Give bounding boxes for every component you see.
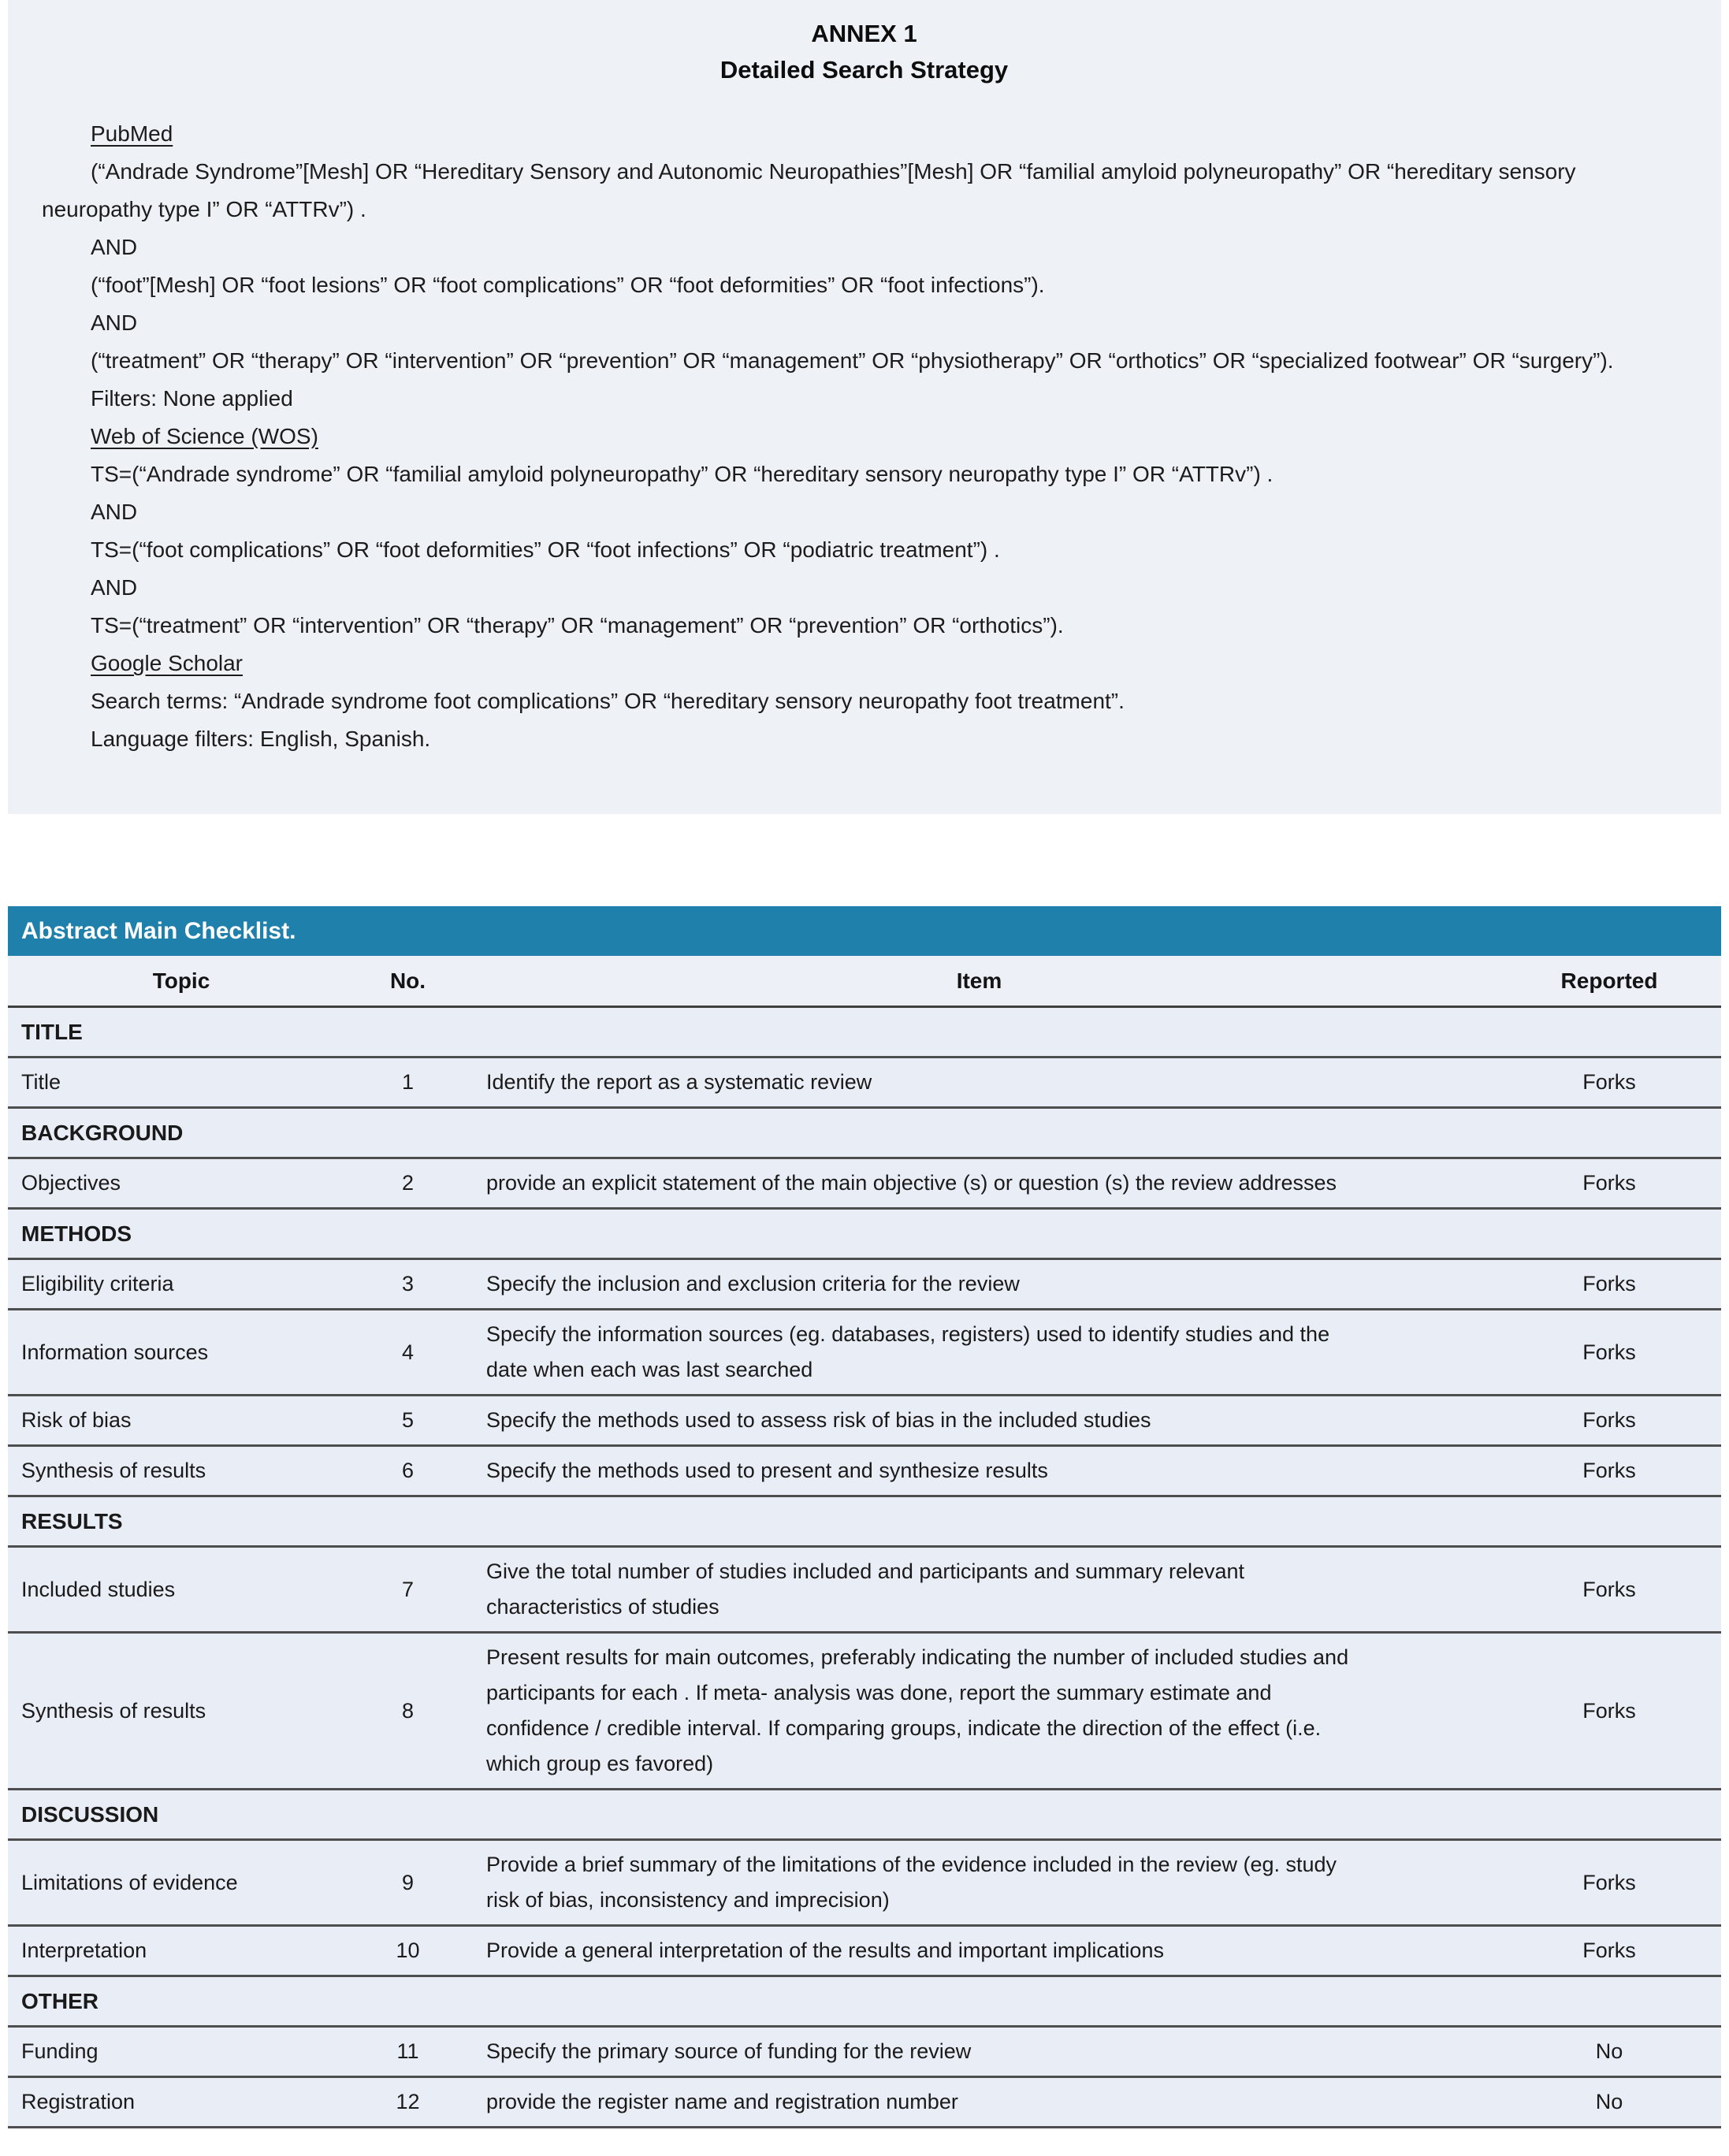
search-query-line: AND xyxy=(91,500,138,524)
table-row xyxy=(8,2027,1721,2077)
cell-reported: Forks xyxy=(1497,1633,1721,1790)
database-heading: Google Scholar xyxy=(91,651,244,675)
cell-topic: Risk of bias xyxy=(8,1396,355,1446)
cell-reported: Forks xyxy=(1497,1158,1721,1209)
section-label: RESULTS xyxy=(8,1496,1721,1547)
section-row xyxy=(8,1496,1721,1547)
cell-topic: Registration xyxy=(8,2077,355,2128)
cell-no: 4 xyxy=(355,1310,461,1396)
table-row xyxy=(8,1259,1721,1310)
table-row xyxy=(8,1840,1721,1926)
search-strategy-panel xyxy=(8,0,1721,814)
column-header-no: No. xyxy=(355,956,461,1007)
search-query-line: Filters: None applied xyxy=(91,386,293,411)
cell-item: Specify the methods used to present and synthesize results xyxy=(461,1446,1497,1496)
cell-no: 2 xyxy=(355,1158,461,1209)
cell-reported: No xyxy=(1497,2077,1721,2128)
search-query-line: (“treatment” OR “therapy” OR “intervention” OR “prevention” OR “management” OR “physiotherapy” OR “orthotics” OR “specialized footwear” OR “surgery”). xyxy=(91,348,1614,373)
cell-item: Specify the methods used to assess risk of bias in the included studies xyxy=(461,1396,1497,1446)
search-query-line: TS=(“foot complications” OR “foot deformities” OR “foot infections” OR “podiatric treatment”) . xyxy=(91,537,1000,562)
cell-no: 7 xyxy=(355,1547,461,1633)
cell-item: Specify the information sources (eg. databases, registers) used to identify studies and the date when each was last searched xyxy=(461,1310,1497,1396)
checklist-table-body xyxy=(8,1007,1721,2128)
cell-item: provide an explicit statement of the main objective (s) or question (s) the review addresses xyxy=(461,1158,1497,1209)
section-row xyxy=(8,1007,1721,1058)
cell-no: 5 xyxy=(355,1396,461,1446)
checklist-header-bar xyxy=(8,906,1721,956)
checklist-table xyxy=(8,956,1721,2128)
cell-item: Provide a general interpretation of the results and important implications xyxy=(461,1926,1497,1976)
table-row xyxy=(8,1310,1721,1396)
cell-topic: Objectives xyxy=(8,1158,355,1209)
cell-reported: Forks xyxy=(1497,1926,1721,1976)
table-row xyxy=(8,1158,1721,1209)
cell-reported: Forks xyxy=(1497,1446,1721,1496)
cell-item: Give the total number of studies included and participants and summary relevant characteristics of studies xyxy=(461,1547,1497,1633)
search-query-line: Search terms: “Andrade syndrome foot complications” OR “hereditary sensory neuropathy foot treatment”. xyxy=(91,689,1125,713)
section-row xyxy=(8,1790,1721,1840)
section-row xyxy=(8,1209,1721,1259)
cell-no: 3 xyxy=(355,1259,461,1310)
cell-reported: Forks xyxy=(1497,1259,1721,1310)
search-query-line: AND xyxy=(91,310,138,335)
cell-topic: Title xyxy=(8,1058,355,1108)
section-label: BACKGROUND xyxy=(8,1108,1721,1158)
cell-reported: Forks xyxy=(1497,1547,1721,1633)
section-row xyxy=(8,1108,1721,1158)
section-label: TITLE xyxy=(8,1007,1721,1058)
cell-topic: Synthesis of results xyxy=(8,1446,355,1496)
search-query-line: AND xyxy=(91,575,138,600)
annex-title: ANNEX 1 xyxy=(811,20,917,47)
cell-item: Identify the report as a systematic review xyxy=(461,1058,1497,1108)
database-heading: Web of Science (WOS) xyxy=(91,424,318,448)
section-label: DISCUSSION xyxy=(8,1790,1721,1840)
column-header-row xyxy=(8,956,1721,1007)
cell-reported: Forks xyxy=(1497,1310,1721,1396)
cell-topic: Limitations of evidence xyxy=(8,1840,355,1926)
search-query-line: TS=(“treatment” OR “intervention” OR “therapy” OR “management” OR “prevention” OR “orthotics”). xyxy=(91,613,1064,638)
cell-no: 8 xyxy=(355,1633,461,1790)
cell-no: 1 xyxy=(355,1058,461,1108)
cell-item: Specify the inclusion and exclusion criteria for the review xyxy=(461,1259,1497,1310)
cell-reported: No xyxy=(1497,2027,1721,2077)
cell-topic: Included studies xyxy=(8,1547,355,1633)
table-row xyxy=(8,1396,1721,1446)
search-query-line: AND xyxy=(91,235,138,259)
table-row xyxy=(8,1633,1721,1790)
cell-topic: Eligibility criteria xyxy=(8,1259,355,1310)
search-query-line: (“foot”[Mesh] OR “foot lesions” OR “foot complications” OR “foot deformities” OR “foot infections”). xyxy=(91,273,1045,297)
column-header-item: Item xyxy=(461,956,1497,1007)
section-label: METHODS xyxy=(8,1209,1721,1259)
checklist-table-head xyxy=(8,956,1721,1007)
section-label: OTHER xyxy=(8,1976,1721,2027)
checklist-title: Abstract Main Checklist. xyxy=(21,918,296,944)
cell-topic: Synthesis of results xyxy=(8,1633,355,1790)
cell-reported: Forks xyxy=(1497,1396,1721,1446)
cell-no: 9 xyxy=(355,1840,461,1926)
table-row xyxy=(8,1926,1721,1976)
cell-item: Provide a brief summary of the limitations of the evidence included in the review (eg. study risk of bias, inconsistency and imprecision) xyxy=(461,1840,1497,1926)
cell-topic: Information sources xyxy=(8,1310,355,1396)
search-strategy-body xyxy=(42,115,1686,758)
column-header-topic: Topic xyxy=(8,956,355,1007)
cell-item: Specify the primary source of funding for the review xyxy=(461,2027,1497,2077)
cell-no: 12 xyxy=(355,2077,461,2128)
table-row xyxy=(8,1446,1721,1496)
table-row xyxy=(8,1547,1721,1633)
cell-topic: Interpretation xyxy=(8,1926,355,1976)
cell-reported: Forks xyxy=(1497,1058,1721,1108)
section-row xyxy=(8,1976,1721,2027)
annex-subtitle: Detailed Search Strategy xyxy=(719,56,1009,84)
table-row xyxy=(8,1058,1721,1108)
search-query-line: Language filters: English, Spanish. xyxy=(91,727,431,751)
search-query-line: (“Andrade Syndrome”[Mesh] OR “Hereditary Sensory and Autonomic Neuropathies”[Mesh] OR “familial amyloid polyneuropathy” OR “hereditary sensory neuropathy type I” OR “ATTRv”) . xyxy=(42,159,1576,221)
search-query-line: TS=(“Andrade syndrome” OR “familial amyloid polyneuropathy” OR “hereditary sensory neuropathy type I” OR “ATTRv”) . xyxy=(91,462,1274,486)
cell-no: 10 xyxy=(355,1926,461,1976)
table-row xyxy=(8,2077,1721,2128)
cell-no: 11 xyxy=(355,2027,461,2077)
checklist-panel xyxy=(8,906,1721,2128)
cell-reported: Forks xyxy=(1497,1840,1721,1926)
column-header-reported: Reported xyxy=(1497,956,1721,1007)
database-heading: PubMed xyxy=(91,121,173,146)
cell-no: 6 xyxy=(355,1446,461,1496)
cell-item: provide the register name and registration number xyxy=(461,2077,1497,2128)
cell-item: Present results for main outcomes, preferably indicating the number of included studies and participants for each . If meta- analysis was done, report the summary estimate and confidence / credible interval. If comparing groups, indicate the direction of the effect (i.e. which group es favored) xyxy=(461,1633,1497,1790)
cell-topic: Funding xyxy=(8,2027,355,2077)
